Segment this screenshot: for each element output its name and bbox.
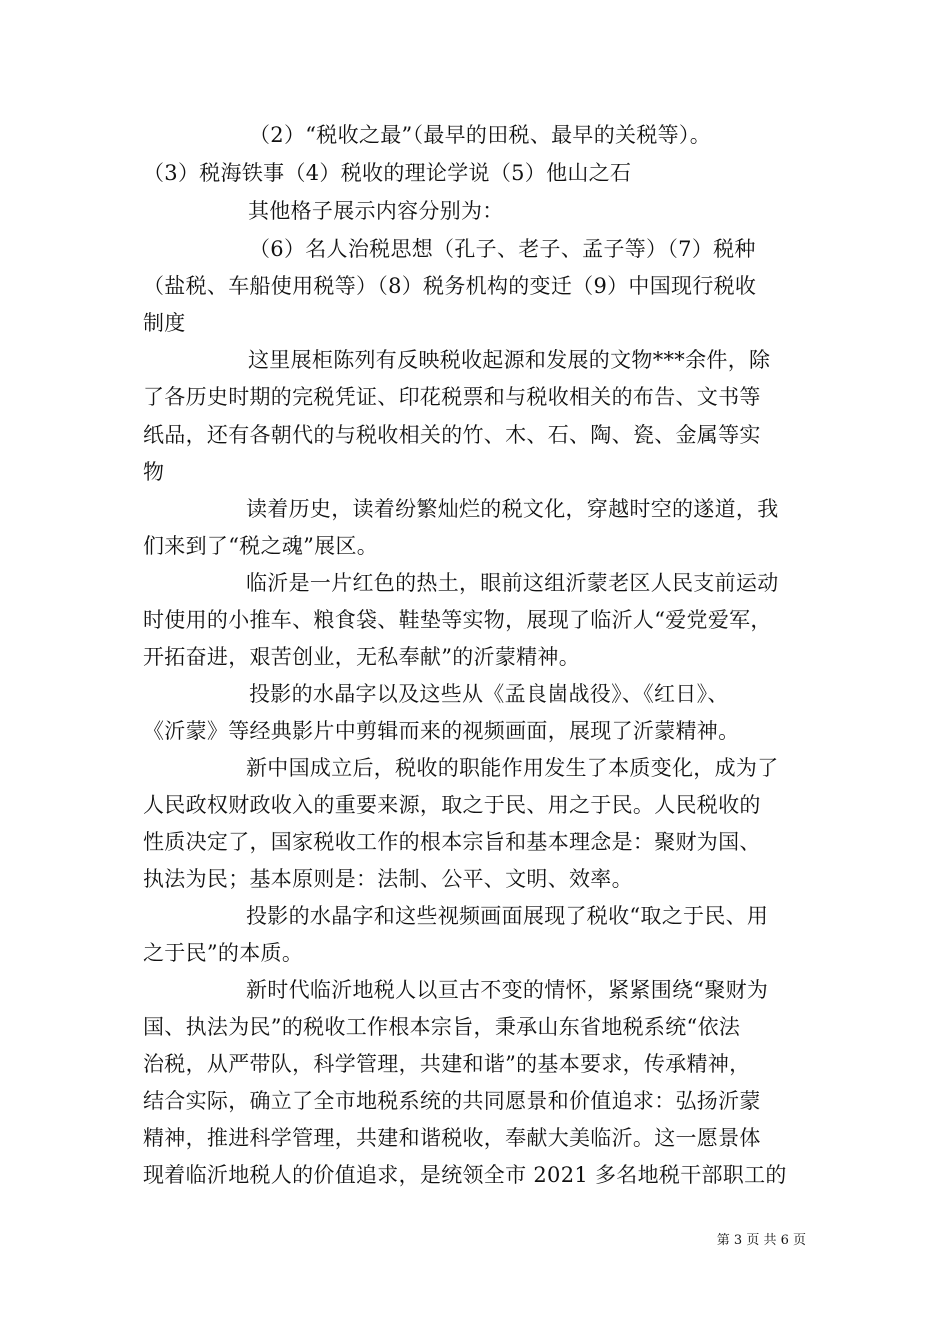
- text-line-10: 物: [143, 460, 165, 484]
- text-line-29: 现着临沂地税人的价值追求，是统领全市 2021 多名地税干部职工的: [143, 1163, 787, 1187]
- text-line-19: 人民政权财政收入的重要来源，取之于民、用之于民。人民税收的: [143, 793, 761, 817]
- text-line-22: 投影的水晶字和这些视频画面展现了税收“取之于民、用: [246, 904, 769, 928]
- text-line-28: 精神，推进科学管理，共建和谐税收，奉献大美临沂。这一愿景体: [143, 1126, 761, 1150]
- text-line-3: 其他格子展示内容分别为：: [248, 199, 504, 223]
- text-line-27: 结合实际，确立了全市地税系统的共同愿景和价值追求：弘扬沂蒙: [143, 1089, 761, 1113]
- text-line-8: 了各历史时期的完税凭证、印花税票和与税收相关的布告、文书等: [143, 385, 761, 409]
- text-line-21: 执法为民；基本原则是：法制、公平、文明、效率。: [143, 867, 633, 891]
- text-line-18: 新中国成立后，税收的职能作用发生了本质变化，成为了: [246, 756, 779, 780]
- text-line-2: （3）税海铁事（4）税收的理论学说（5）他山之石: [143, 161, 632, 185]
- text-line-4: （6）名人治税思想（孔子、老子、孟子等）（7）税种: [249, 237, 756, 261]
- text-line-15: 开拓奋进，艰苦创业，无私奉献”的沂蒙精神。: [143, 645, 581, 669]
- page-number-footer: 第 3 页 共 6 页: [716, 1233, 806, 1248]
- text-line-11: 读着历史，读着纷繁灿烂的税文化，穿越时空的遂道，我: [246, 497, 779, 521]
- text-line-13: 临沂是一片红色的热土，眼前这组沂蒙老区人民支前运动: [246, 571, 779, 595]
- text-line-1: （2）“税收之最”（最早的田税、最早的关税等）。: [249, 123, 712, 147]
- text-line-17: 《沂蒙》等经典影片中剪辑而来的视频画面，展现了沂蒙精神。: [143, 719, 740, 743]
- text-line-16: 投影的水晶字以及这些从《孟良崮战役》、《红日》、: [249, 682, 729, 706]
- text-line-6: 制度: [143, 311, 186, 335]
- text-line-24: 新时代临沂地税人以亘古不变的情怀，紧紧围绕“聚财为: [246, 978, 769, 1002]
- text-line-12: 们来到了“税之魂”展区。: [143, 534, 379, 558]
- text-line-26: 治税，从严带队，科学管理，共建和谐”的基本要求，传承精神，: [143, 1052, 751, 1076]
- text-line-5: （盐税、车船使用税等）（8）税务机构的变迁（9）中国现行税收: [143, 274, 757, 298]
- text-line-23: 之于民”的本质。: [143, 941, 304, 965]
- text-line-25: 国、执法为民”的税收工作根本宗旨，秉承山东省地税系统“依法: [143, 1015, 741, 1039]
- text-line-9: 纸品，还有各朝代的与税收相关的竹、木、石、陶、瓷、金属等实: [143, 423, 761, 447]
- text-line-20: 性质决定了，国家税收工作的根本宗旨和基本理念是：聚财为国、: [143, 830, 761, 854]
- text-line-7: 这里展柜陈列有反映税收起源和发展的文物***余件，除: [248, 348, 771, 372]
- text-line-14: 时使用的小推车、粮食袋、鞋垫等实物，展现了临沂人“爱党爱军，: [143, 608, 772, 632]
